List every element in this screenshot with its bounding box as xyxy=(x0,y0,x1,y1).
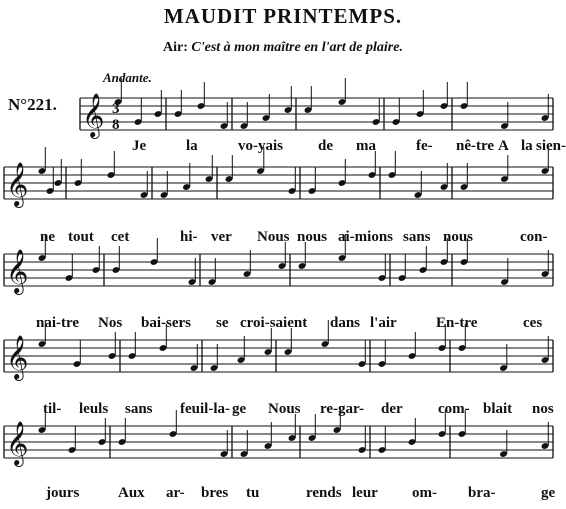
lyric-syllable: hi- xyxy=(180,229,198,245)
lyric-syllable: til- xyxy=(43,401,62,417)
lyric-syllable: Nous xyxy=(257,229,290,245)
lyric-syllable: cet xyxy=(111,229,130,245)
lyric-syllable: vo-yais xyxy=(238,138,283,154)
air-name: C'est à mon maître en l'art de plaire. xyxy=(191,40,403,55)
lyric-syllable: Aux xyxy=(118,485,145,501)
lyric-syllable: l'air xyxy=(370,315,397,331)
lyric-syllable: fe- xyxy=(416,138,433,154)
lyric-syllable: rends xyxy=(306,485,342,501)
lyric-syllable: ar- xyxy=(166,485,185,501)
lyrics-line-1 xyxy=(0,138,566,158)
lyric-syllable: la xyxy=(521,138,533,154)
lyric-syllable: der xyxy=(381,401,403,417)
lyric-syllable: la xyxy=(186,138,198,154)
lyric-syllable: Nous xyxy=(268,401,301,417)
lyric-syllable: nous xyxy=(297,229,328,245)
lyric-syllable: ces xyxy=(523,315,543,331)
treble-clef-icon: 𝄞 xyxy=(6,335,29,379)
lyric-syllable: bres xyxy=(201,485,229,501)
lyric-syllable: bai-sers xyxy=(141,315,191,331)
lyric-syllable: ai-mions xyxy=(338,229,394,245)
lyric-syllable: ge xyxy=(541,485,556,501)
lyric-syllable: com- xyxy=(438,401,470,417)
lyric-syllable: leuls xyxy=(79,401,109,417)
song-number: N°221. xyxy=(8,95,57,114)
lyric-syllable: Nos xyxy=(98,315,123,331)
lyric-syllable: con- xyxy=(520,229,548,245)
treble-clef-icon: 𝄞 xyxy=(6,421,29,465)
lyric-syllable: se xyxy=(216,315,229,331)
lyrics-line-2 xyxy=(0,229,566,249)
lyric-syllable: jours xyxy=(46,485,80,501)
lyric-syllable: ver xyxy=(211,229,232,245)
lyric-syllable: sans xyxy=(125,401,153,417)
lyric-syllable: nos xyxy=(532,401,554,417)
lyric-syllable: En-tre xyxy=(436,315,478,331)
lyric-syllable: nous xyxy=(443,229,474,245)
lyric-syllable: ge xyxy=(232,401,247,417)
treble-clef-icon: 𝄞 xyxy=(6,249,29,293)
lyric-syllable: re-gar- xyxy=(320,401,365,417)
lyric-syllable: nai-tre xyxy=(36,315,80,331)
lyric-syllable: sans xyxy=(403,229,431,245)
lyric-syllable: dans xyxy=(330,315,361,331)
lyric-syllable: croi-saient xyxy=(240,315,308,331)
lyric-syllable: tu xyxy=(246,485,260,501)
song-title: MAUDIT PRINTEMPS. xyxy=(163,4,403,28)
lyric-syllable: blait xyxy=(483,401,513,417)
lyrics-line-3 xyxy=(0,315,566,335)
lyric-syllable: om- xyxy=(412,485,437,501)
lyric-syllable: tout xyxy=(68,229,94,245)
lyric-syllable: sien- xyxy=(536,138,566,154)
treble-clef-icon: 𝄞 xyxy=(82,93,105,137)
time-signature-top: 3 xyxy=(112,101,120,117)
lyric-syllable: Je xyxy=(132,138,147,154)
lyric-syllable: A xyxy=(498,138,509,154)
air-label: Air: xyxy=(163,40,188,55)
lyric-syllable: ma xyxy=(356,138,376,154)
tempo-marking: Andante. xyxy=(103,70,152,85)
lyric-syllable: de xyxy=(318,138,333,154)
lyrics-line-4 xyxy=(0,401,566,421)
lyric-syllable: ne xyxy=(40,229,55,245)
lyric-syllable: nê-tre xyxy=(456,138,495,154)
lyrics-line-5 xyxy=(0,485,566,505)
lyric-syllable: leur xyxy=(352,485,378,501)
treble-clef-icon: 𝄞 xyxy=(6,162,29,206)
lyric-syllable: bra- xyxy=(468,485,496,501)
time-signature-bottom: 8 xyxy=(112,117,120,133)
lyric-syllable: feuil-la- xyxy=(180,401,230,417)
